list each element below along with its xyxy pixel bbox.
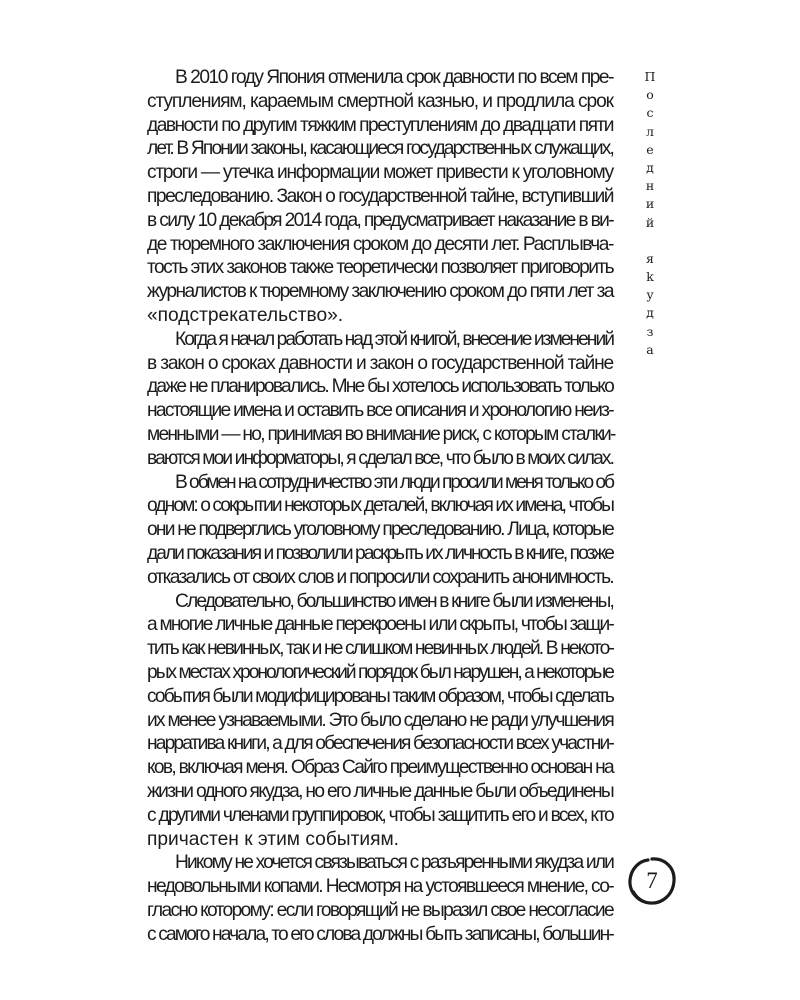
text-line: ступлениям, караемым смертной казнью, и продлила срок xyxy=(147,90,613,112)
running-title-letter: с xyxy=(646,105,654,121)
running-title-letter: й xyxy=(645,214,655,230)
running-title-letter: у xyxy=(646,287,654,303)
text-line: «подстрекательство». xyxy=(147,304,344,326)
text-line: тить как невинных, так и не слишком невинных людей. В некото- xyxy=(147,638,613,660)
text-line: ваются мои информаторы, я сделал все, что было в моих силах. xyxy=(147,447,614,469)
text-line: даже не планировались. Мне бы хотелось использовать только xyxy=(147,376,613,398)
running-title-letter: я xyxy=(646,250,654,266)
text-line: с самого начала, то его слова должны быть записаны, большин- xyxy=(147,923,613,945)
text-line: В обмен на сотрудничество эти люди просили меня только об xyxy=(175,471,613,493)
text-line: события были модифицированы таким образом, чтобы сделать xyxy=(147,685,614,707)
text-line: лет. В Японии законы, касающиеся государственных служащих, xyxy=(147,138,614,160)
text-line: давности по другим тяжким преступлениям до двадцати пяти xyxy=(147,114,614,136)
text-line: В 2010 году Япония отменила срок давности по всем пре- xyxy=(175,67,614,88)
running-title-letter: н xyxy=(645,178,655,194)
text-line: гласно которому: если говорящий не выразил свое несогласие xyxy=(147,899,613,921)
text-line: дали показания и позволили раскрыть их личность в книге, позже xyxy=(147,542,613,564)
text-line: отказались от своих слов и попросили сохранить анонимность. xyxy=(147,566,613,588)
body-text xyxy=(147,66,613,946)
running-title-gap xyxy=(643,232,657,250)
text-line: преследованию. Закон о государственной тайне, вступивший xyxy=(147,185,613,207)
text-line: настоящие имена и оставить все описания и хронологию неиз- xyxy=(147,400,613,422)
text-line: журналистов к тюремному заключению сроком до пяти лет за xyxy=(147,281,613,303)
text-line: недовольными копами. Несмотря на устоявшееся мнение, со- xyxy=(147,876,614,898)
text-line: Когда я начал работать над этой книгой, внесение изменений xyxy=(175,328,613,350)
running-title-letter: д xyxy=(646,305,654,321)
text-line: в силу 10 декабря 2014 года, предусматривает наказание в ви- xyxy=(147,209,613,231)
running-title-letter: k xyxy=(646,269,654,285)
running-title-letter: П xyxy=(644,69,656,84)
text-line: их менее узнаваемыми. Это было сделано не ради улучшения xyxy=(147,709,613,731)
text-line: нарратива книги, а для обеспечения безопасности всех участни- xyxy=(147,733,613,755)
page-number: 7 xyxy=(646,868,658,893)
text-line: в закон о сроках давности и закон о государственной тайне xyxy=(147,352,614,374)
running-title xyxy=(643,68,657,359)
text-line: тость этих законов также теоретически позволяет приговорить xyxy=(147,257,614,279)
paragraph xyxy=(147,590,613,852)
running-title-letter: з xyxy=(646,323,654,339)
text-line: Следовательно, большинство имен в книге были изменены, xyxy=(175,590,613,612)
text-line: причастен к этим событиям. xyxy=(147,828,400,850)
text-line: Никому не хочется связываться с разъяренными якудза или xyxy=(175,852,614,874)
text-line: жизни одного якудза, но его личные данные были объединены xyxy=(147,780,614,802)
paragraph xyxy=(147,471,613,590)
text-line: одном: о сокрытии некоторых деталей, включая их имена, чтобы xyxy=(147,495,613,517)
text-line: де тюремного заключения сроком до десяти лет. Расплывча- xyxy=(147,233,613,255)
text-line: менными — но, принимая во внимание риск, с которым сталки- xyxy=(147,423,615,445)
running-title-letter: е xyxy=(646,141,654,157)
text-line: а многие личные данные перекроены или скрыты, чтобы защи- xyxy=(147,614,613,636)
paragraph xyxy=(147,328,613,471)
running-title-letter: а xyxy=(646,341,654,357)
running-title-letter: о xyxy=(646,87,654,103)
running-title-letter: д xyxy=(646,160,654,176)
paragraph xyxy=(147,851,613,946)
text-line: строги — утечка информации может привести к уголовному xyxy=(147,162,613,184)
text-line: рых местах хронологический порядок был нарушен, а некоторые xyxy=(147,661,613,683)
running-title-letter: и xyxy=(645,196,655,212)
page-number-badge xyxy=(626,855,678,907)
text-line: они не подверглись уголовному преследованию. Лица, которые xyxy=(147,519,614,541)
text-line: с другими членами группировок, чтобы защитить его и всех, кто xyxy=(147,804,613,826)
paragraph xyxy=(147,66,613,328)
text-line: ков, включая меня. Образ Сайго преимущественно основан на xyxy=(147,757,614,779)
running-title-letter: л xyxy=(646,123,654,139)
